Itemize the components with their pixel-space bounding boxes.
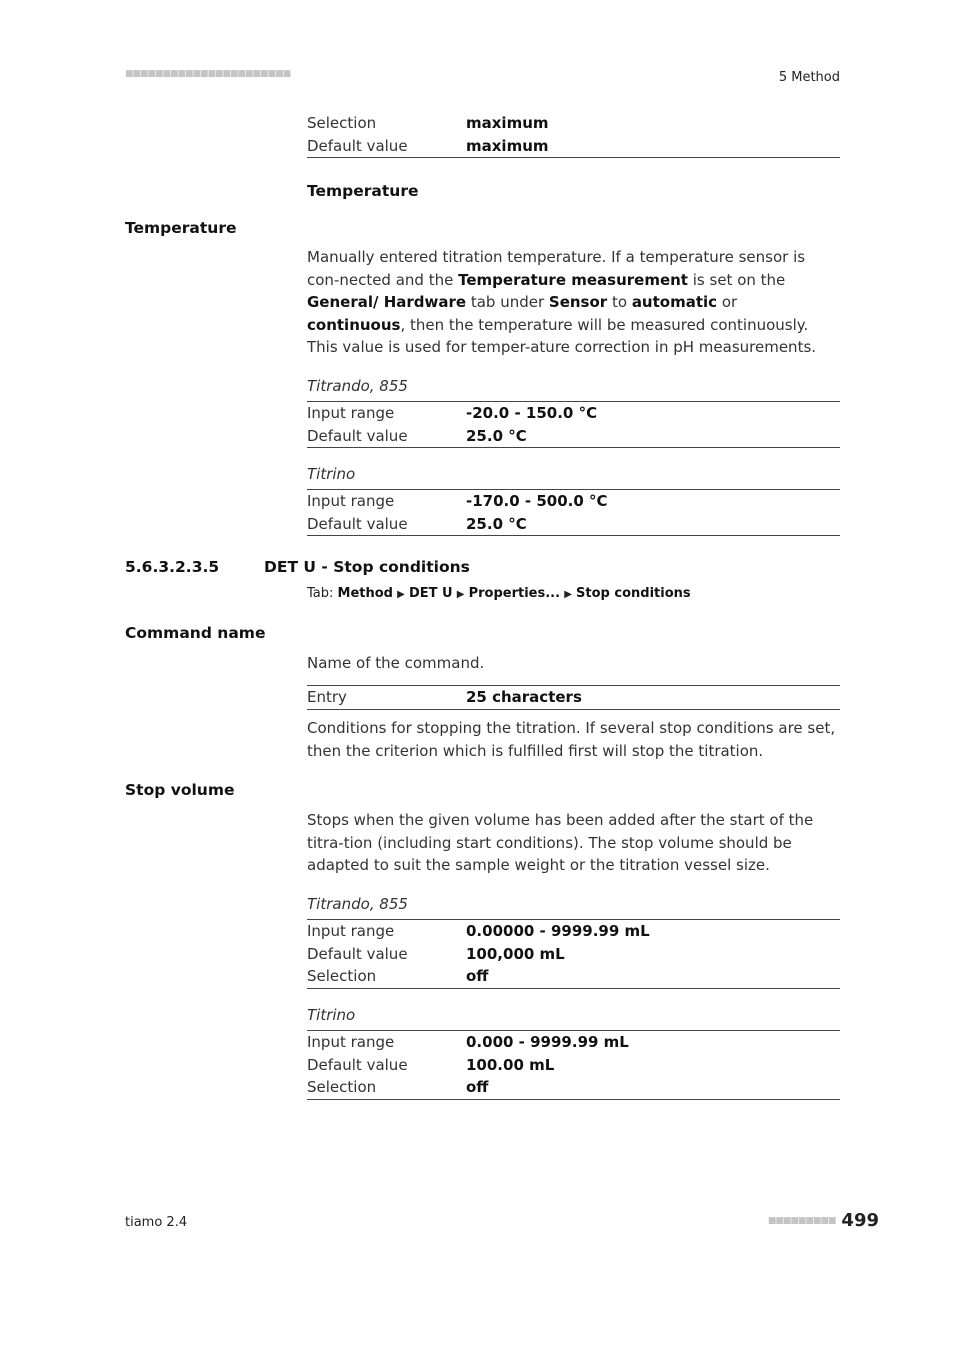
table-row	[307, 1031, 840, 1054]
section-number: 5.6.3.2.3.5	[125, 558, 220, 576]
row-value: 100.00 mL	[466, 1055, 555, 1074]
tab-path	[307, 586, 691, 601]
table-row	[307, 425, 840, 448]
table-row	[307, 943, 840, 966]
footer-decoration: ■■■■■■■■■	[767, 1215, 836, 1226]
device-label: Titrando, 855	[307, 377, 408, 395]
row-key: Default value	[307, 1055, 408, 1074]
arrow-icon: ▶	[564, 589, 572, 600]
stop-volume-table-titrino	[307, 1030, 840, 1100]
header-section: 5 Method	[778, 70, 840, 85]
row-value: off	[466, 1078, 489, 1096]
row-value: off	[466, 967, 489, 985]
desc-bold: continuous	[307, 315, 401, 334]
row-value: -20.0 - 150.0 °C	[466, 404, 598, 422]
table-row	[307, 490, 840, 513]
section-title: DET U - Stop conditions	[264, 558, 470, 576]
row-value: 100,000 mL	[466, 944, 565, 963]
table-row	[307, 135, 840, 158]
arrow-icon: ▶	[456, 589, 465, 600]
row-key: Default value	[307, 514, 408, 533]
temperature-table-titrino	[307, 489, 840, 536]
stop-volume-side-label: Stop volume	[125, 781, 235, 799]
row-value: 0.00000 - 9999.99 mL	[466, 922, 650, 940]
footer-product: tiamo 2.4	[125, 1215, 188, 1230]
device-label: Titrino	[307, 1006, 356, 1024]
table-row	[307, 513, 840, 536]
table-row	[307, 112, 840, 135]
temperature-side-label: Temperature	[125, 219, 237, 237]
table-row	[307, 965, 840, 988]
command-name-side-label: Command name	[125, 624, 266, 642]
table-row	[307, 920, 840, 943]
tab-path-item: Properties...	[468, 586, 561, 601]
row-value: 25.0 °C	[466, 514, 527, 533]
tab-path-item: DET U	[408, 586, 453, 601]
command-name-description: Name of the command.	[307, 654, 485, 672]
row-value: maximum	[466, 136, 549, 155]
row-key: Input range	[307, 922, 395, 940]
row-value: maximum	[466, 114, 549, 132]
desc-text: or	[717, 293, 738, 312]
command-name-table	[307, 685, 840, 710]
desc-bold: automatic	[631, 293, 718, 312]
row-key: Input range	[307, 1033, 395, 1051]
table-row	[307, 1076, 840, 1099]
row-key: Default value	[307, 426, 408, 445]
device-label: Titrino	[307, 465, 356, 483]
row-key: Selection	[307, 1078, 377, 1096]
device-label: Titrando, 855	[307, 895, 408, 913]
row-key: Selection	[307, 114, 377, 132]
desc-text: to	[607, 293, 632, 312]
row-value: 25.0 °C	[466, 426, 527, 445]
desc-bold: Temperature measurement	[458, 270, 688, 289]
desc-bold: Sensor	[548, 293, 608, 312]
table-row	[307, 402, 840, 425]
tab-path-item: Method	[337, 586, 393, 601]
row-key: Default value	[307, 944, 408, 963]
stop-conditions-description: Conditions for stopping the titration. If several stop conditions are set, then the criterion which is fulfilled first will stop the titration.	[307, 719, 836, 760]
tab-path-item: Stop conditions	[576, 586, 691, 601]
desc-text: , then the temperature will be measured continuously. This value is used for temper-ature correction in pH measurements.	[307, 315, 817, 357]
desc-text: tab under	[466, 293, 549, 312]
temperature-description	[307, 246, 840, 359]
footer-page	[768, 1210, 879, 1231]
stop-volume-description: Stops when the given volume has been added after the start of the titra-tion (including start conditions). The stop volume should be adapted to suit the sample weight or the titration vessel size.	[307, 811, 814, 875]
table-row	[307, 686, 840, 709]
temperature-table-titrando	[307, 401, 840, 448]
row-key: Input range	[307, 404, 395, 422]
header-decoration: ■■■■■■■■■■■■■■■■■■■■■■	[125, 69, 291, 79]
row-key: Selection	[307, 967, 377, 985]
temperature-heading: Temperature	[307, 182, 419, 200]
row-value: 25 characters	[466, 688, 582, 706]
top-table	[307, 112, 840, 158]
desc-bold: General/ Hardware	[307, 293, 467, 312]
stop-volume-table-titrando	[307, 919, 840, 989]
row-value: 0.000 - 9999.99 mL	[466, 1033, 629, 1051]
desc-text: Manually entered titration temperature. If a temperature sensor is con-nected and the	[307, 248, 806, 289]
arrow-icon: ▶	[397, 589, 405, 600]
row-key: Input range	[307, 492, 395, 510]
row-key: Entry	[307, 688, 347, 706]
tab-prefix: Tab:	[307, 586, 334, 601]
desc-text: is set on the	[687, 270, 786, 289]
page-number: 499	[841, 1210, 879, 1231]
table-row	[307, 1054, 840, 1077]
row-value: -170.0 - 500.0 °C	[466, 492, 608, 510]
row-key: Default value	[307, 136, 408, 155]
